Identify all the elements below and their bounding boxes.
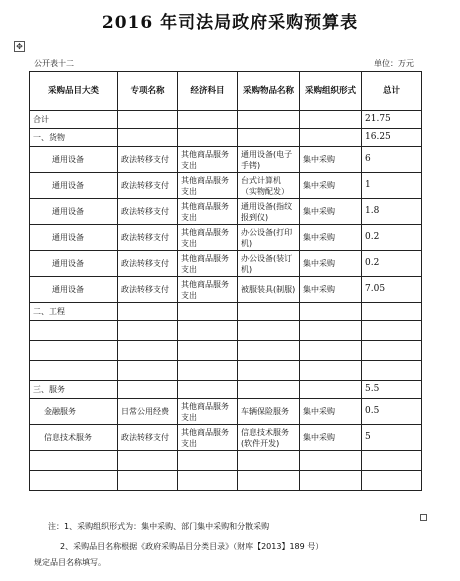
category-label: 一、货物 [30, 129, 118, 147]
cell-item: 信息技术服务(软件开发) [238, 425, 300, 451]
note-3: 规定品目名称填写。 [34, 558, 106, 567]
category-row-goods [30, 129, 422, 147]
cell-project: 政法转移支付 [118, 425, 178, 451]
cell-category: 通用设备 [30, 277, 118, 303]
cell-category: 通用设备 [30, 147, 118, 173]
cell-project: 政法转移支付 [118, 199, 178, 225]
cell-total: 0.2 [362, 225, 422, 251]
cell-project: 政法转移支付 [118, 173, 178, 199]
category-row-works [30, 303, 422, 321]
table-row [30, 425, 422, 451]
unit-label: 单位：万元 [374, 59, 414, 68]
cell-form: 集中采购 [300, 173, 362, 199]
header-form: 采购组织形式 [300, 72, 362, 111]
total-label: 合计 [30, 111, 118, 129]
cell-category: 通用设备 [30, 199, 118, 225]
table-move-handle-icon[interactable]: ✥ [14, 41, 25, 52]
procurement-budget-table [29, 71, 422, 491]
cell-form: 集中采购 [300, 225, 362, 251]
table-row [30, 277, 422, 303]
cell-item: 办公设备(打印机) [238, 225, 300, 251]
cell-item: 台式计算机（实物配发） [238, 173, 300, 199]
table-row [30, 147, 422, 173]
empty-row [30, 341, 422, 361]
category-total [362, 303, 422, 321]
table-header-row [30, 72, 422, 111]
table-row [30, 173, 422, 199]
total-row [30, 111, 422, 129]
cell-category: 通用设备 [30, 173, 118, 199]
cell-total: 0.2 [362, 251, 422, 277]
cell-project: 日常公用经费 [118, 399, 178, 425]
empty-row [30, 451, 422, 471]
category-total: 16.25 [362, 129, 422, 147]
header-total: 总计 [362, 72, 422, 111]
total-value: 21.75 [362, 111, 422, 129]
table-row [30, 225, 422, 251]
note-2: 2、采购品目名称根据《政府采购品目分类目录》（财库【2013】189 号） [60, 542, 324, 551]
table-resize-handle-icon[interactable] [420, 514, 427, 521]
cell-item: 办公设备(装订机) [238, 251, 300, 277]
empty-row [30, 471, 422, 491]
cell-economic: 其他商品服务支出 [178, 225, 238, 251]
cell-total: 5 [362, 425, 422, 451]
category-label: 三、服务 [30, 381, 118, 399]
cell-project: 政法转移支付 [118, 225, 178, 251]
note-1: 注：1、采购组织形式为：集中采购、部门集中采购和分散采购 [48, 522, 270, 531]
cell-category: 通用设备 [30, 225, 118, 251]
cell-category: 通用设备 [30, 251, 118, 277]
document-number: 公开表十二 [34, 59, 74, 68]
cell-category: 信息技术服务 [30, 425, 118, 451]
cell-total: 0.5 [362, 399, 422, 425]
page-title: 2016 年司法局政府采购预算表 [101, 13, 359, 33]
cell-total: 6 [362, 147, 422, 173]
table-row [30, 251, 422, 277]
cell-total: 1 [362, 173, 422, 199]
cell-project: 政法转移支付 [118, 147, 178, 173]
cell-category: 金融服务 [30, 399, 118, 425]
cell-total: 1.8 [362, 199, 422, 225]
cell-item: 车辆保险服务 [238, 399, 300, 425]
cell-economic: 其他商品服务支出 [178, 399, 238, 425]
table-row [30, 199, 422, 225]
empty-row [30, 321, 422, 341]
cell-item: 被服装具(制服) [238, 277, 300, 303]
cell-economic: 其他商品服务支出 [178, 199, 238, 225]
cell-project: 政法转移支付 [118, 277, 178, 303]
header-item: 采购物品名称 [238, 72, 300, 111]
cell-form: 集中采购 [300, 147, 362, 173]
header-project: 专项名称 [118, 72, 178, 111]
cell-item: 通用设备(电子手铐) [238, 147, 300, 173]
header-economic: 经济科目 [178, 72, 238, 111]
cell-economic: 其他商品服务支出 [178, 425, 238, 451]
cell-economic: 其他商品服务支出 [178, 147, 238, 173]
cell-item: 通用设备(指纹报到仪) [238, 199, 300, 225]
cell-form: 集中采购 [300, 277, 362, 303]
cell-economic: 其他商品服务支出 [178, 251, 238, 277]
header-category: 采购品目大类 [30, 72, 118, 111]
cell-form: 集中采购 [300, 425, 362, 451]
cell-form: 集中采购 [300, 199, 362, 225]
cell-total: 7.05 [362, 277, 422, 303]
cell-project: 政法转移支付 [118, 251, 178, 277]
category-row-services [30, 381, 422, 399]
cell-form: 集中采购 [300, 399, 362, 425]
category-label: 二、工程 [30, 303, 118, 321]
empty-row [30, 361, 422, 381]
table-row [30, 399, 422, 425]
cell-economic: 其他商品服务支出 [178, 173, 238, 199]
notes [48, 517, 323, 557]
cell-form: 集中采购 [300, 251, 362, 277]
cell-economic: 其他商品服务支出 [178, 277, 238, 303]
category-total: 5.5 [362, 381, 422, 399]
